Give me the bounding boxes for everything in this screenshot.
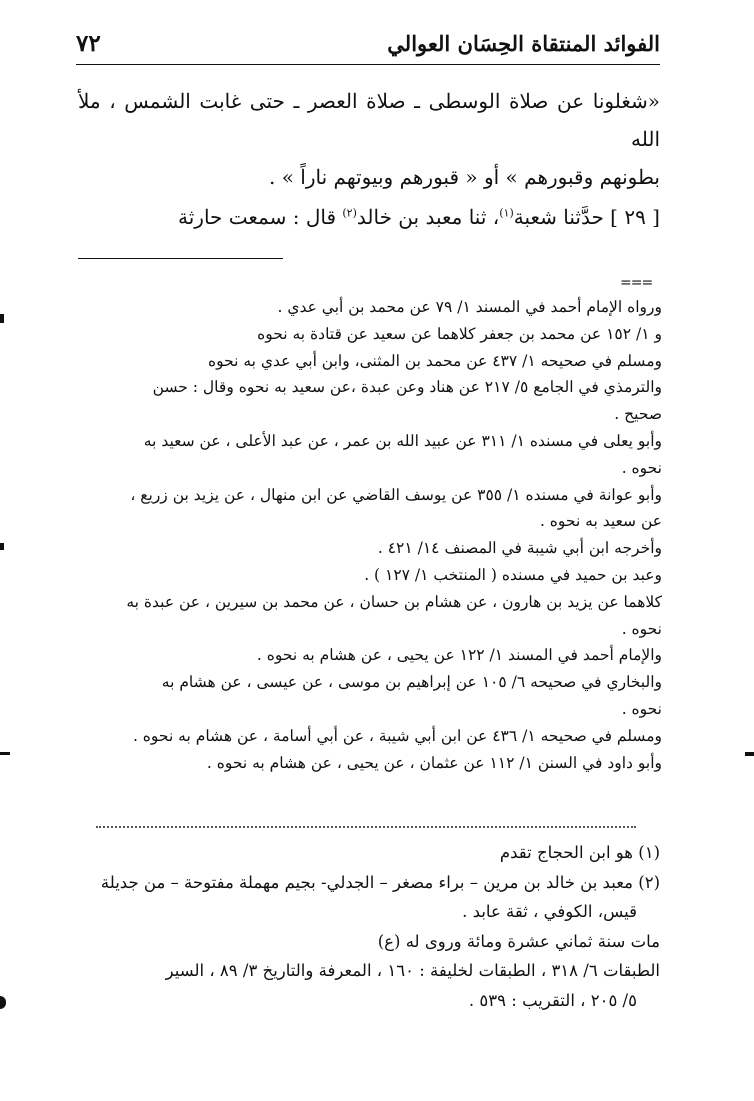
main-text-line-2: بطونهم وقبورهم » أو « قبورهم وبيوتهم ناراً » . bbox=[268, 165, 660, 189]
reference-line: وأبو عوانة في مسنده ١/ ٣٥٥ عن يوسف القاضي عن ابن منهال ، عن يزيد بن زريع ، bbox=[130, 485, 662, 504]
reference-line: وأبو داود في السنن ١/ ١١٢ عن عثمان ، عن يحيى ، عن هشام به نحوه . bbox=[206, 753, 662, 772]
scan-mark-left-1 bbox=[0, 314, 4, 323]
footnote-line: (٢) معبد بن خالد بن مرين – براء مصغر – الجدلي- بجيم مهملة مفتوحة – من جديلة bbox=[100, 872, 660, 892]
hadith-narration-text: قال : سمعت حارثة bbox=[178, 205, 343, 229]
reference-line: وأخرجه ابن أبي شيبة في المصنف ١٤/ ٤٢١ . bbox=[377, 539, 662, 558]
reference-line: نحوه . bbox=[621, 699, 662, 718]
footnote-line: مات سنة ثماني عشرة ومائة وروى له (ع) bbox=[377, 931, 660, 951]
main-text bbox=[78, 82, 660, 236]
section-rule bbox=[78, 258, 283, 259]
reference-line: والبخاري في صحيحه ٦/ ١٠٥ عن إبراهيم بن موسى ، عن عيسى ، عن هشام به bbox=[161, 673, 662, 692]
reference-line: وعبد بن حميد في مسنده ( المنتخب ١/ ١٢٧ ) . bbox=[364, 565, 662, 584]
scan-mark-left-2 bbox=[0, 543, 4, 550]
footnote-line: الطبقات ٦/ ٣١٨ ، الطبقات لخليفة : ١٦٠ ، المعرفة والتاريخ ٣/ ٨٩ ، السير bbox=[165, 961, 660, 980]
reference-line: نحوه . bbox=[621, 458, 662, 477]
reference-line: ومسلم في صحيحه ١/ ٤٣٧ عن محمد بن المثنى، وابن أبي عدي به نحوه bbox=[207, 351, 662, 370]
footnote-line: ٥/ ٢٠٥ ، التقريب : ٥٣٩ . bbox=[468, 990, 637, 1010]
reference-line: صحيح . bbox=[614, 405, 662, 424]
references-block bbox=[78, 294, 662, 776]
footnote-separator bbox=[96, 826, 636, 828]
scan-mark-left-3 bbox=[0, 752, 10, 755]
running-title: الفوائد المنتقاة الحِسَان العوالي bbox=[387, 31, 660, 56]
page-header bbox=[76, 24, 660, 65]
reference-line: ورواه الإمام أحمد في المسند ١/ ٧٩ عن محمد بن أبي عدي . bbox=[277, 298, 662, 316]
footnote-line: قيس، الكوفي ، ثقة عابد . bbox=[462, 902, 637, 921]
reference-line: نحوه . bbox=[621, 619, 662, 638]
hadith-chain-text: ، ثنا معبد بن خالد bbox=[356, 205, 500, 229]
hadith-number-text: [ ٢٩ ] حدَّثنا شعبة bbox=[513, 205, 660, 229]
scan-mark-left-4 bbox=[0, 996, 6, 1009]
main-text-line-1: «شغلونا عن صلاة الوسطى ـ صلاة العصر ـ حتى غابت الشمس ، ملأ الله bbox=[78, 89, 660, 151]
reference-line: كلاهما عن يزيد بن هارون ، عن هشام بن حسان ، عن محمد بن سيرين ، عن عبدة به bbox=[126, 592, 662, 611]
scan-mark-right-1 bbox=[745, 752, 754, 756]
footnotes-block bbox=[80, 838, 660, 1015]
reference-line: و ١/ ١٥٢ عن محمد بن جعفر كلاهما عن سعيد عن قتادة به نحوه bbox=[257, 324, 662, 343]
footnote-line: (١) هو ابن الحجاج تقدم bbox=[499, 843, 660, 862]
separator-mark: === bbox=[620, 275, 653, 291]
footnote-ref-1[interactable]: (١) bbox=[499, 206, 514, 220]
reference-line: عن سعيد به نحوه . bbox=[539, 512, 662, 531]
reference-line: والترمذي في الجامع ٥/ ٢١٧ عن هناد وعن عبدة ،عن سعيد به نحوه وقال : حسن bbox=[152, 378, 662, 397]
reference-line: والإمام أحمد في المسند ١/ ١٢٢ عن يحيى ، عن هشام به نحوه . bbox=[256, 646, 662, 665]
hadith-29-line bbox=[78, 198, 660, 236]
footnote-ref-2[interactable]: (٢) bbox=[342, 206, 357, 220]
page-number: ٧٢ bbox=[76, 30, 101, 57]
reference-line: وأبو يعلى في مسنده ١/ ٣١١ عن عبيد الله بن عمر ، عن عبد الأعلى ، عن سعيد به bbox=[143, 431, 662, 450]
reference-line: ومسلم في صحيحه ١/ ٤٣٦ عن ابن أبي شيبة ، عن أبي أسامة ، عن هشام به نحوه . bbox=[132, 726, 662, 745]
